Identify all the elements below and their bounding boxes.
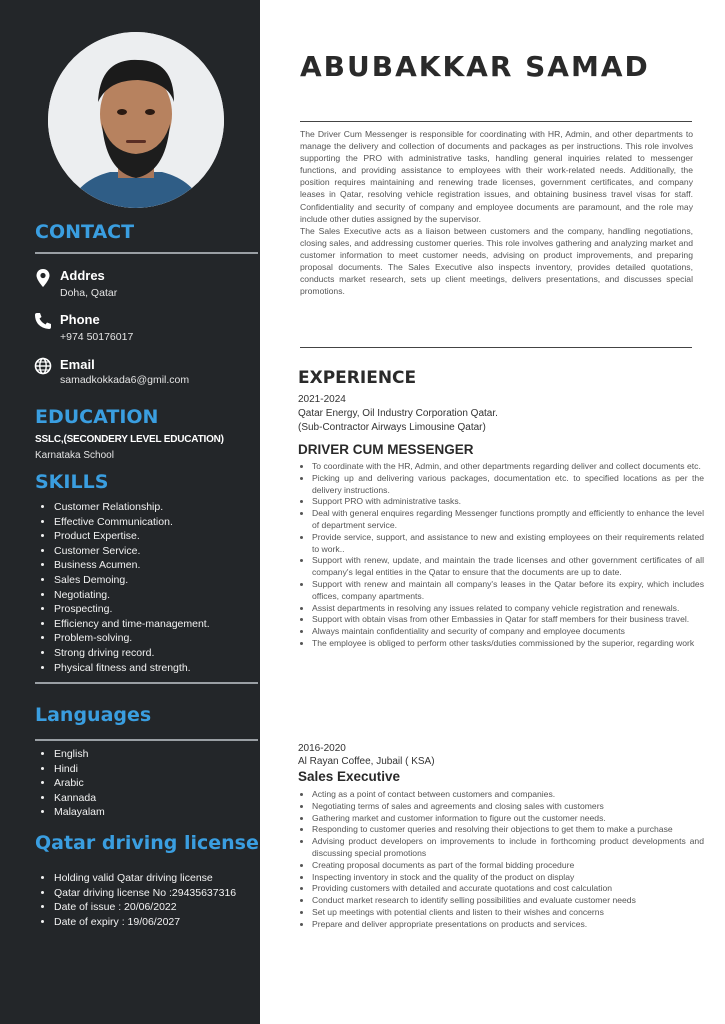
license-heading: Qatar driving license <box>35 832 259 854</box>
job-role: DRIVER CUM MESSENGER <box>298 442 474 457</box>
education-heading: EDUCATION <box>35 406 159 428</box>
list-item: • Set up meetings with potential clients and listen to their wishes and concerns <box>312 907 704 919</box>
list-item: • Problem-solving. <box>54 631 210 646</box>
education-degree: SSLC,(SECONDERY LEVEL EDUCATION) <box>35 434 224 445</box>
list-item: • Date of issue : 20/06/2022 <box>54 900 236 915</box>
list-item: • Support PRO with administrative tasks. <box>312 496 704 508</box>
list-item: • The employee is obliged to perform other tasks/duties commissioned by the superior, regarding work <box>312 638 704 650</box>
list-item: • Assist departments in resolving any issues related to company vehicle registration and renewals. <box>312 603 704 615</box>
skills-divider <box>35 682 258 684</box>
avatar <box>48 32 224 208</box>
name-divider <box>300 121 692 122</box>
email-value: samadkokkada6@gmil.com <box>60 374 190 386</box>
list-item: • Always maintain confidentiality and security of company and employee documents <box>312 626 704 638</box>
skills-list <box>38 500 210 675</box>
languages-list <box>38 747 105 820</box>
list-item: • Arabic <box>54 776 105 791</box>
job-years: 2016-2020 <box>298 743 346 754</box>
list-item: • Hindi <box>54 762 105 777</box>
list-item: • Holding valid Qatar driving license <box>54 871 236 886</box>
list-item: • Inspecting inventory in stock and the quality of the product on display <box>312 872 704 884</box>
list-item: • Physical fitness and strength. <box>54 661 210 676</box>
list-item: • Malayalam <box>54 805 105 820</box>
list-item: • Prospecting. <box>54 602 210 617</box>
list-item: • Negotiating. <box>54 588 210 603</box>
list-item: • Efficiency and time-management. <box>54 617 210 632</box>
job-duties <box>298 789 704 931</box>
address-label: Addres <box>60 268 105 283</box>
profile-photo <box>48 32 224 208</box>
globe-icon <box>33 356 53 376</box>
contact-divider <box>35 252 258 254</box>
summary-paragraph: The Sales Executive acts as a liaison between customers and the company, handling negotiations, closing sales, and addressing customer queries. This role involves gathering and analyzing market and customer information to meet customer needs, advising on product improvements, and preparing proposal documents. The Sales Executive also inspects inventory, provides detailed quotations, conducts market research, sets up client meetings, delivers presentations, and discusses special promotions. <box>300 225 693 297</box>
location-pin-icon <box>33 268 53 288</box>
phone-label: Phone <box>60 312 100 327</box>
list-item: • Providing customers with detailed and accurate quotations and cost calculation <box>312 883 704 895</box>
list-item: • Strong driving record. <box>54 646 210 661</box>
profile-summary <box>300 128 693 297</box>
skills-heading: SKILLS <box>35 471 109 493</box>
phone-value: +974 50176017 <box>60 331 134 343</box>
list-item: • Support with renew, update, and maintain the trade licenses and other government certificates of all company's legal entities in the Qatar to ensure that the documents are up to date. <box>312 555 704 579</box>
job-role: Sales Executive <box>298 769 401 784</box>
company-subcontractor: (Sub-Contractor Airways Limousine Qatar) <box>298 421 486 433</box>
list-item: • Creating proposal documents as part of the formal bidding procedure <box>312 860 704 872</box>
experience-heading: EXPERIENCE <box>298 368 417 388</box>
list-item: • Support with obtain visas from other Embassies in Qatar for staff members for their business travel. <box>312 614 704 626</box>
languages-heading: Languages <box>35 704 152 726</box>
education-school: Karnataka School <box>35 450 114 461</box>
list-item: • English <box>54 747 105 762</box>
candidate-name: ABUBAKKAR SAMAD <box>300 50 650 83</box>
company-name: Qatar Energy, Oil Industry Corporation Qatar. <box>298 408 498 419</box>
address-value: Doha, Qatar <box>60 287 118 299</box>
list-item: • To coordinate with the HR, Admin, and other departments regarding deliver and collect documents etc. <box>312 461 704 473</box>
languages-divider <box>35 739 258 741</box>
company-name: Al Rayan Coffee, Jubail ( KSA) <box>298 756 435 767</box>
list-item: • Advising product developers on improvements to include in forthcoming product developments and discussing special promotions <box>312 836 704 860</box>
list-item: • Sales Demoing. <box>54 573 210 588</box>
list-item: • Acting as a point of contact between customers and companies. <box>312 789 704 801</box>
list-item: • Customer Relationship. <box>54 500 210 515</box>
list-item: • Gathering market and customer information to figure out the customer needs. <box>312 813 704 825</box>
list-item: • Prepare and deliver appropriate presentations on products and services. <box>312 919 704 931</box>
job-company <box>298 755 435 769</box>
list-item: • Customer Service. <box>54 544 210 559</box>
list-item: • Picking up and delivering various packages, documentation etc. to specified locations as per the delivery instructions. <box>312 473 704 497</box>
list-item: • Support with renew and maintain all company's leases in the Qatar before its expiry, which includes offices, company apartments. <box>312 579 704 603</box>
list-item: • Kannada <box>54 791 105 806</box>
list-item: • Product Expertise. <box>54 529 210 544</box>
list-item: • Effective Communication. <box>54 515 210 530</box>
list-item: • Qatar driving license No :29435637316 <box>54 886 236 901</box>
email-label: Email <box>60 357 95 372</box>
list-item: • Negotiating terms of sales and agreements and closing sales with customers <box>312 801 704 813</box>
list-item: • Date of expiry : 19/06/2027 <box>54 915 236 930</box>
list-item: • Responding to customer queries and resolving their objections to get them to make a purchase <box>312 824 704 836</box>
list-item: • Provide service, support, and assistance to new and existing employees on their requirements related to work.. <box>312 532 704 556</box>
phone-icon <box>33 311 53 331</box>
summary-divider <box>300 347 692 348</box>
list-item: • Conduct market research to identify selling possibilities and evaluate customer needs <box>312 895 704 907</box>
job-years: 2021-2024 <box>298 394 346 405</box>
contact-heading: CONTACT <box>35 221 135 243</box>
list-item: • Business Acumen. <box>54 558 210 573</box>
summary-paragraph: The Driver Cum Messenger is responsible for coordinating with HR, Admin, and other departments to manage the delivery and collection of documents and packages as per instructions. This role involves supporting the PRO with administrative tasks, handling general inquiries related to messenger functions, and providing assistance to employees with their work-related needs. Additionally, the position requires maintaining and renewing trade licenses, government certificates, and company leases in Qatar, resolving vehicle registration issues, and obtaining business travel visas for staff. Confidentiality and security of company and employee documents are paramount, and the role may include other duties assigned by the supervisor. <box>300 129 693 224</box>
license-list <box>38 871 236 929</box>
list-item: • Deal with general enquires regarding Messenger functions promptly and efficiently to enhance the level of department service. <box>312 508 704 532</box>
job-duties <box>298 461 704 650</box>
sidebar <box>0 0 260 1024</box>
job-company <box>298 407 498 434</box>
